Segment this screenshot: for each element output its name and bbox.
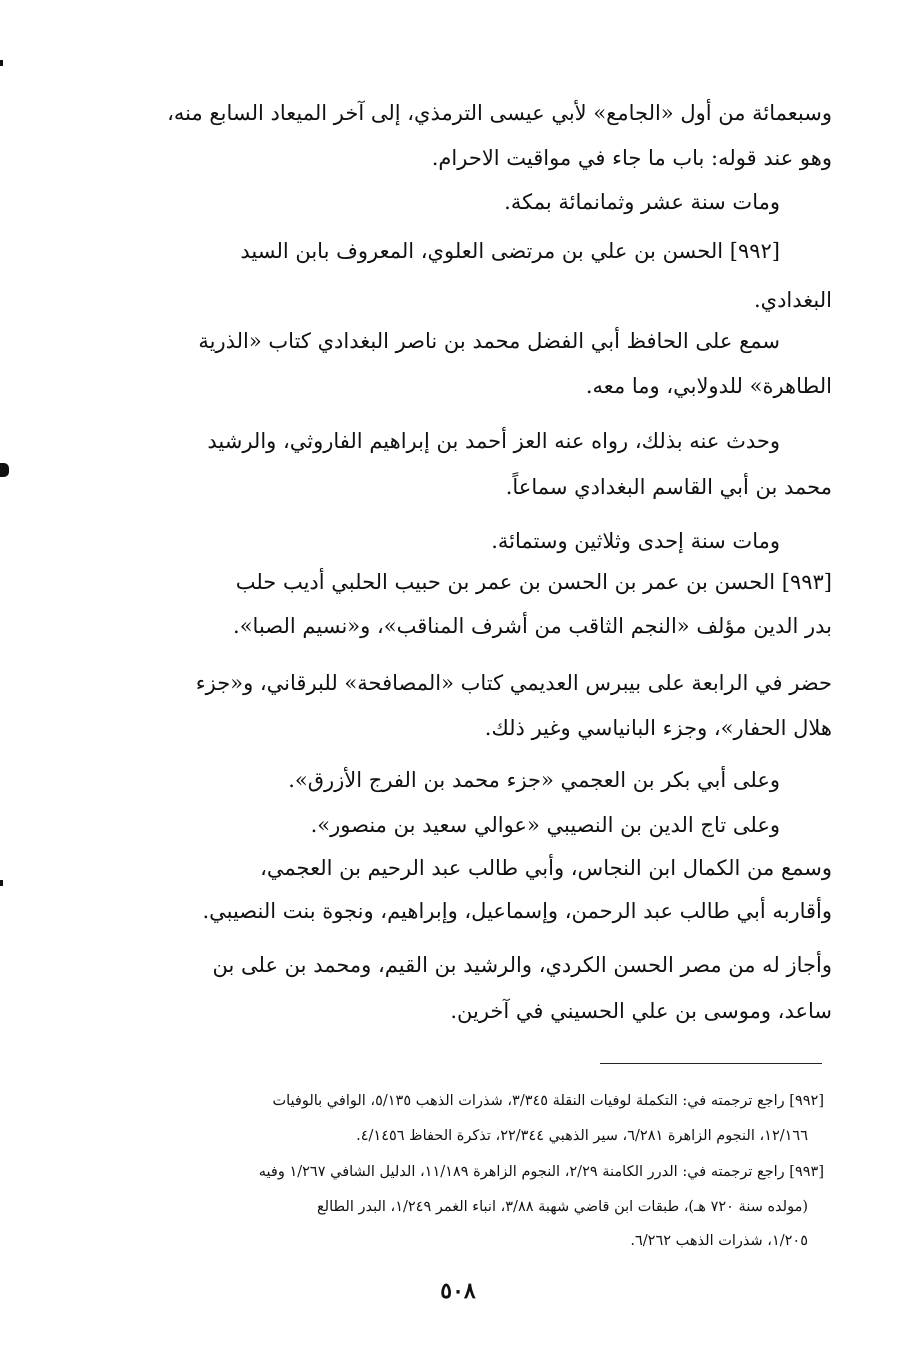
body-line-20: ساعد، وموسى بن علي الحسيني في آخرين. bbox=[450, 999, 832, 1023]
entry-993-heading: [٩٩٣] الحسن بن عمر بن الحسن بن عمر بن حبيب الحلبي أديب حلب bbox=[235, 570, 832, 594]
body-line-3: ومات سنة عشر وثمانمائة بمكة. bbox=[504, 190, 780, 214]
body-line-12: بدر الدين مؤلف «النجم الثاقب من أشرف المناقب»، و«نسيم الصبا». bbox=[233, 614, 832, 638]
footnote-993-line-3: ١/٢٠٥، شذرات الذهب ٦/٢٦٢. bbox=[630, 1233, 808, 1249]
body-line-15: وعلى أبي بكر بن العجمي «جزء محمد بن الفرج الأزرق». bbox=[288, 768, 780, 792]
footnote-separator bbox=[600, 1063, 822, 1064]
body-line-2: وهو عند قوله: باب ما جاء في مواقيت الاحرام. bbox=[431, 146, 832, 170]
body-line-14: هلال الحفار»، وجزء البانياسي وغير ذلك. bbox=[484, 716, 832, 740]
body-line-9: محمد بن أبي القاسم البغدادي سماعاً. bbox=[505, 475, 832, 499]
body-line-10: ومات سنة إحدى وثلاثين وستمائة. bbox=[491, 529, 780, 553]
entry-992-heading: [٩٩٢] الحسن بن علي بن مرتضى العلوي، المعروف بابن السيد bbox=[240, 239, 780, 263]
body-line-8: وحدث عنه بذلك، رواه عنه العز أحمد بن إبراهيم الفاروثي، والرشيد bbox=[207, 429, 780, 453]
scan-mark bbox=[0, 463, 9, 477]
footnote-992-line-1: [٩٩٢] راجع ترجمته في: التكملة لوفيات النقلة ٣/٣٤٥، شذرات الذهب ٥/١٣٥، الوافي بالوفيات bbox=[272, 1093, 824, 1109]
body-line-13: حضر في الرابعة على بيبرس العديمي كتاب «المصافحة» للبرقاني، و«جزء bbox=[195, 671, 832, 695]
body-line-1: وسبعمائة من أول «الجامع» لأبي عيسى الترمذي، إلى آخر الميعاد السابع منه، bbox=[167, 101, 832, 125]
scan-mark bbox=[0, 60, 3, 66]
scan-mark bbox=[0, 880, 3, 886]
body-line-16: وعلى تاج الدين بن النصيبي «عوالي سعيد بن منصور». bbox=[310, 813, 780, 837]
body-line-6: سمع على الحافظ أبي الفضل محمد بن ناصر البغدادي كتاب «الذرية bbox=[198, 329, 780, 353]
body-line-19: وأجاز له من مصر الحسن الكردي، والرشيد بن القيم، ومحمد بن على بن bbox=[212, 953, 832, 977]
footnote-992-line-2: ١٢/١٦٦، النجوم الزاهرة ٦/٢٨١، سير الذهبي ٢٢/٣٤٤، تذكرة الحفاظ ٤/١٤٥٦. bbox=[356, 1128, 808, 1144]
body-line-18: وأقاربه أبي طالب عبد الرحمن، وإسماعيل، وإبراهيم، ونجوة بنت النصيبي. bbox=[202, 899, 832, 923]
body-line-17: وسمع من الكمال ابن النجاس، وأبي طالب عبد الرحيم بن العجمي، bbox=[260, 856, 832, 880]
footnote-993-line-1: [٩٩٣] راجع ترجمته في: الدرر الكامنة ٢/٢٩، النجوم الزاهرة ١١/١٨٩، الدليل الشافي ١/٢٦٧ وفيه bbox=[258, 1164, 824, 1180]
body-line-7: الطاهرة» للدولابي، وما معه. bbox=[585, 374, 832, 398]
page-number: ٥٠٨ bbox=[440, 1278, 476, 1304]
footnote-993-line-2: (مولده سنة ٧٢٠ هـ)، طبقات ابن قاضي شهبة ٣/٨٨، انباء الغمر ١/٢٤٩، البدر الطالع bbox=[316, 1199, 808, 1215]
body-line-5: البغدادي. bbox=[753, 288, 832, 312]
